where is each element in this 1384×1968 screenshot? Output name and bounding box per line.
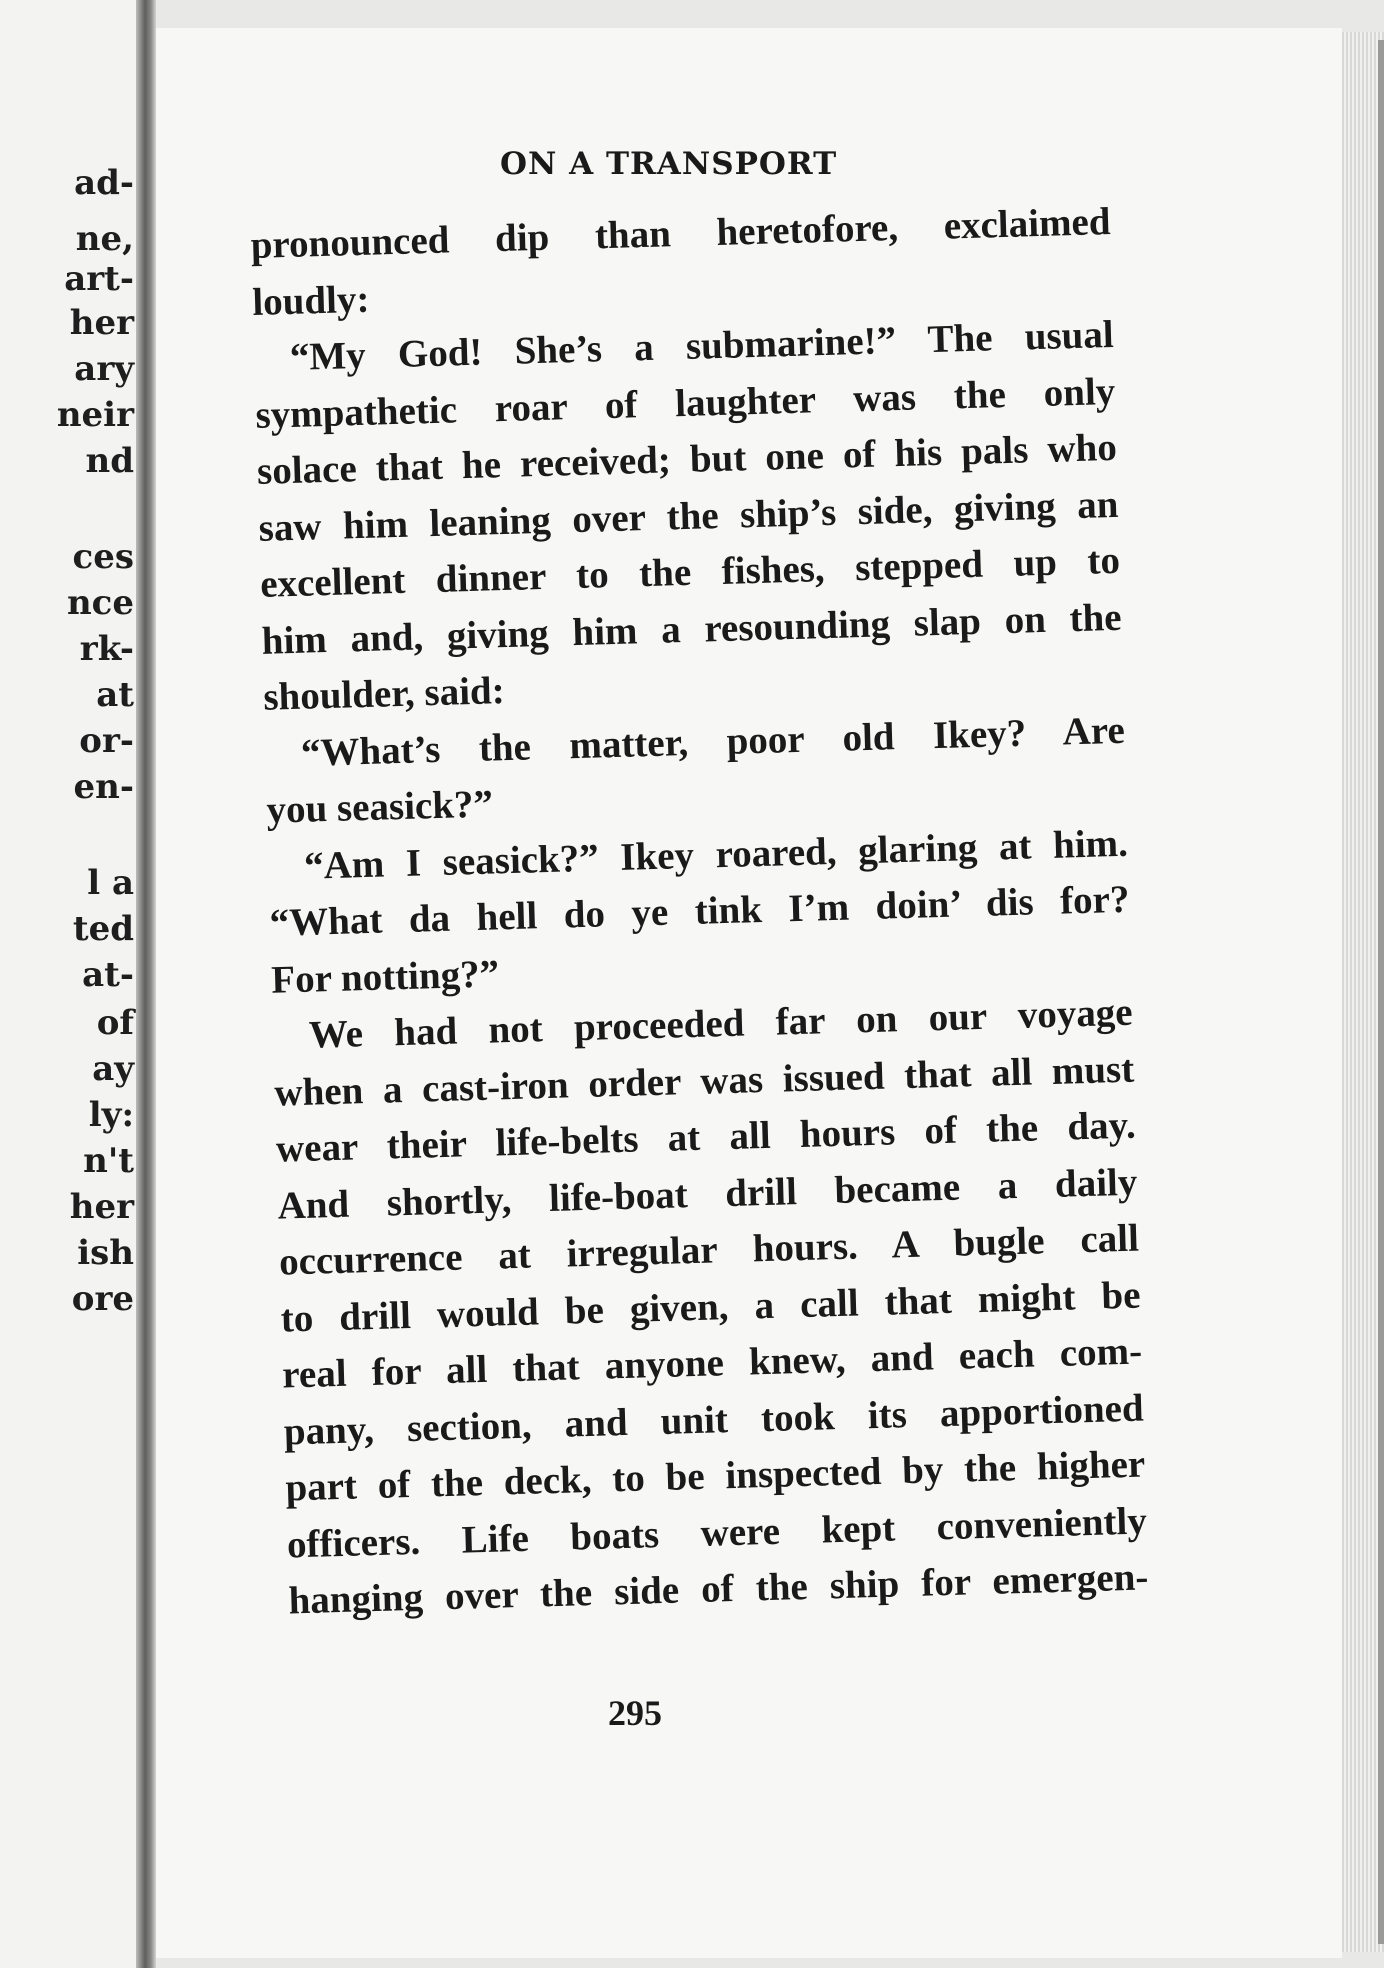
text-line: “My God! She’s a submarine!” The usual <box>289 312 1115 379</box>
text-line: pany, section, and unit took its apportioned <box>283 1386 1145 1454</box>
left-page-fragment: nd <box>85 441 134 481</box>
body-text <box>250 194 1149 1630</box>
text-line: solace that he received; but one of his pals who <box>256 425 1118 493</box>
left-page-fragment: at- <box>82 955 134 995</box>
text-line: And shortly, life-boat drill became a daily <box>276 1160 1138 1228</box>
left-page-fragment: neir <box>56 395 134 435</box>
text-line: you seasick?” <box>265 782 494 832</box>
text-line: part of the deck, to be inspected by the higher <box>284 1442 1146 1510</box>
text-line: hanging over the side of the ship for emergen- <box>288 1555 1149 1623</box>
page-number: 295 <box>608 1693 662 1733</box>
left-page-fragment: ne, <box>75 219 134 259</box>
running-head: ON A TRANSPORT <box>500 146 838 182</box>
left-page-fragment: n't <box>83 1141 134 1181</box>
left-page-fragment: ces <box>72 537 134 577</box>
text-line: For notting?” <box>270 951 500 1002</box>
left-page-fragment: en- <box>73 767 134 807</box>
left-page <box>0 0 136 1968</box>
text-line: excellent dinner to the fishes, stepped up to <box>259 538 1121 606</box>
text-line: “Am I seasick?” Ikey roared, glaring at him. <box>303 821 1129 888</box>
text-line: shoulder, said: <box>262 669 506 719</box>
text-line: saw him leaning over the ship’s side, giving an <box>258 482 1119 550</box>
text-line: occurrence at irregular hours. A bugle call <box>278 1216 1140 1284</box>
text-line: officers. Life boats were kept conveniently <box>286 1498 1148 1566</box>
text-line: “What’s the matter, poor old Ikey? Are <box>300 708 1126 775</box>
text-line: We had not proceeded far on our voyage <box>308 990 1134 1057</box>
text-line: when a cast-iron order was issued that all must <box>273 1047 1135 1115</box>
left-page-fragment: rk- <box>79 629 134 669</box>
left-page-fragment: of <box>96 1003 134 1043</box>
left-page-fragment: art- <box>64 259 134 299</box>
left-page-fragment: at <box>96 675 134 715</box>
left-page-fragment: ish <box>77 1233 134 1273</box>
left-page-fragment: her <box>69 303 134 343</box>
left-page-fragment: nce <box>66 583 134 623</box>
book-gutter <box>136 0 156 1968</box>
left-page-fragment: ore <box>71 1279 134 1319</box>
left-page-fragment: her <box>69 1187 134 1227</box>
page-edge-shadow <box>1378 40 1384 1944</box>
text-line: him and, giving him a resounding slap on the <box>261 595 1123 663</box>
text-line: to drill would be given, a call that might be <box>280 1273 1142 1341</box>
left-page-fragment: ad- <box>74 163 134 203</box>
left-page-fragment: l a <box>87 863 134 903</box>
text-line: loudly: <box>251 277 370 324</box>
text-line: sympathetic roar of laughter was the only <box>254 369 1116 437</box>
left-page-fragment: ly: <box>88 1095 134 1135</box>
left-page-fragment: ay <box>92 1049 134 1089</box>
text-line: real for all that anyone knew, and each com- <box>281 1329 1143 1397</box>
text-line: “What da hell do ye tink I’m doin’ dis for? <box>269 877 1130 945</box>
text-line: pronounced dip than heretofore, exclaimed <box>250 199 1112 267</box>
text-line: wear their life-belts at all hours of the day. <box>275 1103 1137 1171</box>
left-page-fragment: or- <box>79 721 134 761</box>
left-page-fragment: ary <box>74 349 134 389</box>
left-page-fragment: ted <box>72 909 134 949</box>
